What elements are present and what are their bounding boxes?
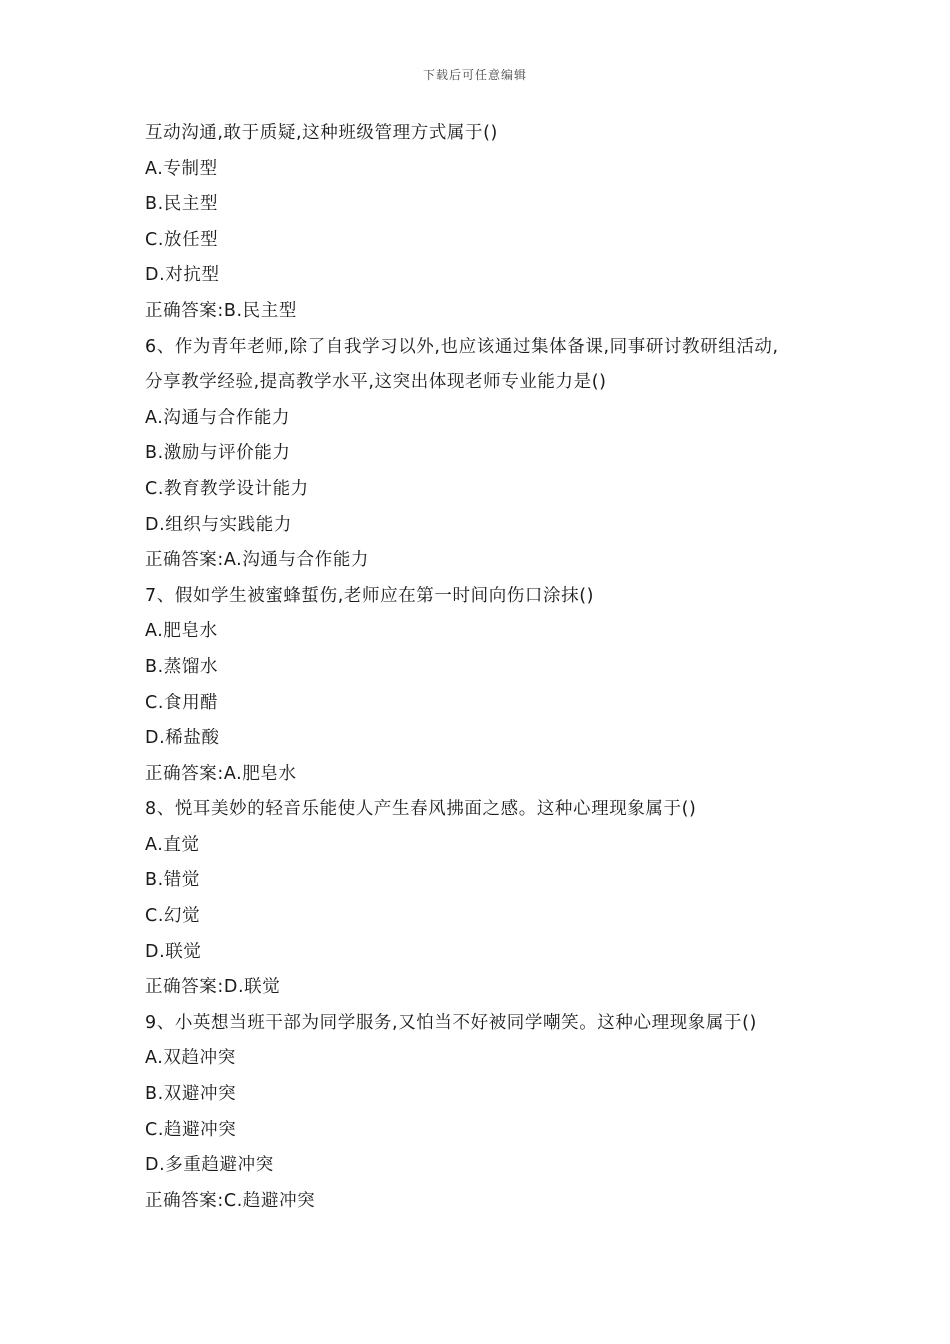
option-c: C.教育教学设计能力 [145, 478, 309, 499]
correct-answer: 正确答案:B.民主型 [145, 300, 297, 321]
document-body [145, 116, 825, 1219]
correct-answer: 正确答案:A.沟通与合作能力 [145, 550, 370, 571]
option-b: B.蒸馏水 [145, 656, 219, 677]
option-b: B.错觉 [145, 870, 200, 891]
option-b: B.民主型 [145, 194, 219, 215]
option-a: A.沟通与合作能力 [145, 407, 291, 428]
option-a: A.肥皂水 [145, 621, 218, 642]
question-stem: 互动沟通,敢于质疑,这种班级管理方式属于() [145, 123, 498, 143]
correct-answer: 正确答案:A.肥皂水 [145, 763, 297, 784]
option-d: D.联觉 [145, 941, 202, 962]
question-stem: 7、假如学生被蜜蜂蜇伤,老师应在第一时间向伤口涂抹() [145, 585, 595, 606]
option-c: C.放任型 [145, 229, 219, 250]
option-b: B.激励与评价能力 [145, 443, 291, 464]
option-a: A.专制型 [145, 158, 218, 179]
correct-answer: 正确答案:C.趋避冲突 [145, 1190, 316, 1211]
option-d: D.多重趋避冲突 [145, 1155, 274, 1176]
option-d: D.组织与实践能力 [145, 514, 292, 535]
question-stem: 9、小英想当班干部为同学服务,又怕当不好被同学嘲笑。这种心理现象属于() [145, 1012, 757, 1033]
option-b: B.双避冲突 [145, 1084, 237, 1105]
option-a: A.双趋冲突 [145, 1048, 236, 1069]
option-d: D.稀盐酸 [145, 728, 220, 749]
question-stem-continued: 分享教学经验,提高教学水平,这突出体现老师专业能力是() [145, 372, 607, 393]
option-c: C.食用醋 [145, 692, 219, 713]
option-c: C.趋避冲突 [145, 1119, 237, 1140]
option-d: D.对抗型 [145, 265, 220, 286]
page-header: 下载后可任意编辑 [422, 68, 527, 82]
option-a: A.直觉 [145, 834, 200, 855]
option-c: C.幻觉 [145, 906, 201, 927]
question-stem: 8、悦耳美妙的轻音乐能使人产生春风拂面之感。这种心理现象属于() [145, 799, 697, 820]
correct-answer: 正确答案:D.联觉 [145, 977, 281, 998]
question-stem: 6、作为青年老师,除了自我学习以外,也应该通过集体备课,同事研讨教研组活动, [145, 336, 779, 357]
